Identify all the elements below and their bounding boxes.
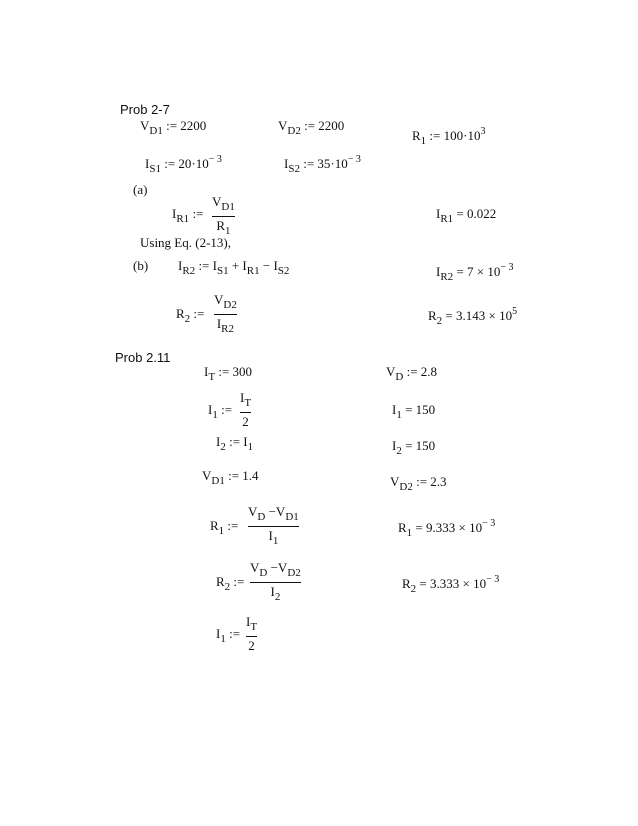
vd2-definition: $V_{D2}$ := 2.3 [390, 474, 447, 493]
r1-lhs: $R_1$ := [210, 518, 239, 537]
r2-numerator: $V_{D2}$ [214, 292, 237, 311]
vd-definition: $V_D$ := 2.8 [386, 364, 438, 383]
fraction-bar [240, 412, 251, 413]
ir2-result: $I_{R2} = 7 \times 10^{- 3}$ [436, 262, 514, 283]
r2-numerator: $V_D -V_{D2}$ [250, 560, 301, 579]
ir1-numerator: $V_{D1}$ [212, 194, 235, 213]
r1-definition: $R_1$ := $100\cdot 10^3$ [412, 126, 486, 147]
fraction-bar [246, 636, 257, 637]
i1-fraction [240, 390, 251, 430]
ir1-result: $I_{R1} = 0.022$ [436, 206, 497, 225]
ir2-equation: $I_{R2}$ := $I_{S1} + I_{R1} - I_{S2}$ [178, 258, 290, 277]
i1-denominator: 2 [242, 414, 249, 429]
r2-lhs: $R_2$ := [176, 306, 205, 325]
r2-fraction [214, 292, 237, 337]
fraction-bar [214, 314, 237, 315]
r2-denominator: $I_{R2}$ [216, 316, 235, 335]
r1-fraction [248, 504, 299, 549]
r2-fraction [250, 560, 301, 605]
vd1-definition: $V_{D1}$ := 2200 [140, 118, 207, 137]
r1-denominator: $I_1$ [268, 528, 279, 547]
part-a-label: (a) [133, 182, 148, 197]
r2-result: $R_2 = 3.333 \times 10^{- 3}$ [402, 574, 500, 595]
vd1-definition: $V_{D1}$ := 1.4 [202, 468, 259, 487]
fraction-bar [212, 216, 235, 217]
r2-lhs: $R_2$ := [216, 574, 245, 593]
ir1-denominator: $R_1$ [216, 218, 231, 237]
fraction-bar [248, 526, 299, 527]
it-definition: $I_T$ := 300 [204, 364, 253, 383]
ir1-lhs: $I_{R1}$ := [172, 206, 204, 225]
fraction-bar [250, 582, 301, 583]
r1-result: $R_1 = 9.333 \times 10^{- 3}$ [398, 518, 496, 539]
i1-numerator: $I_T$ [240, 390, 252, 409]
is1-definition: $I_{S1}$ := $20\cdot 10^{- 3}$ [145, 154, 222, 175]
using-eq-text: Using Eq. (2-13), [140, 235, 231, 250]
prob211-title: Prob 2.11 [115, 350, 171, 365]
part-b-label: (b) [133, 258, 149, 273]
vd2-definition: $V_{D2}$ := 2200 [278, 118, 345, 137]
i2-result: $I_2 = 150$ [392, 438, 436, 457]
i1b-fraction [246, 614, 257, 654]
r1-numerator: $V_D -V_{D1}$ [248, 504, 299, 523]
r2-denominator: $I_2$ [270, 584, 281, 603]
i1-result: $I_1 = 150$ [392, 402, 436, 421]
prob27-title: Prob 2-7 [120, 102, 170, 117]
ir1-fraction [212, 194, 235, 239]
r2-result: $R_2 = 3.143 \times 10^5$ [428, 306, 518, 327]
i2-definition: $I_2$ := $I_1$ [216, 434, 254, 453]
i1-lhs: $I_1$ := [208, 402, 233, 421]
is2-definition: $I_{S2}$ := $35\cdot 10^{- 3}$ [284, 154, 361, 175]
i1b-lhs: $I_1$ := [216, 626, 241, 645]
i1b-denominator: 2 [248, 638, 255, 653]
i1b-numerator: $I_T$ [246, 614, 258, 633]
